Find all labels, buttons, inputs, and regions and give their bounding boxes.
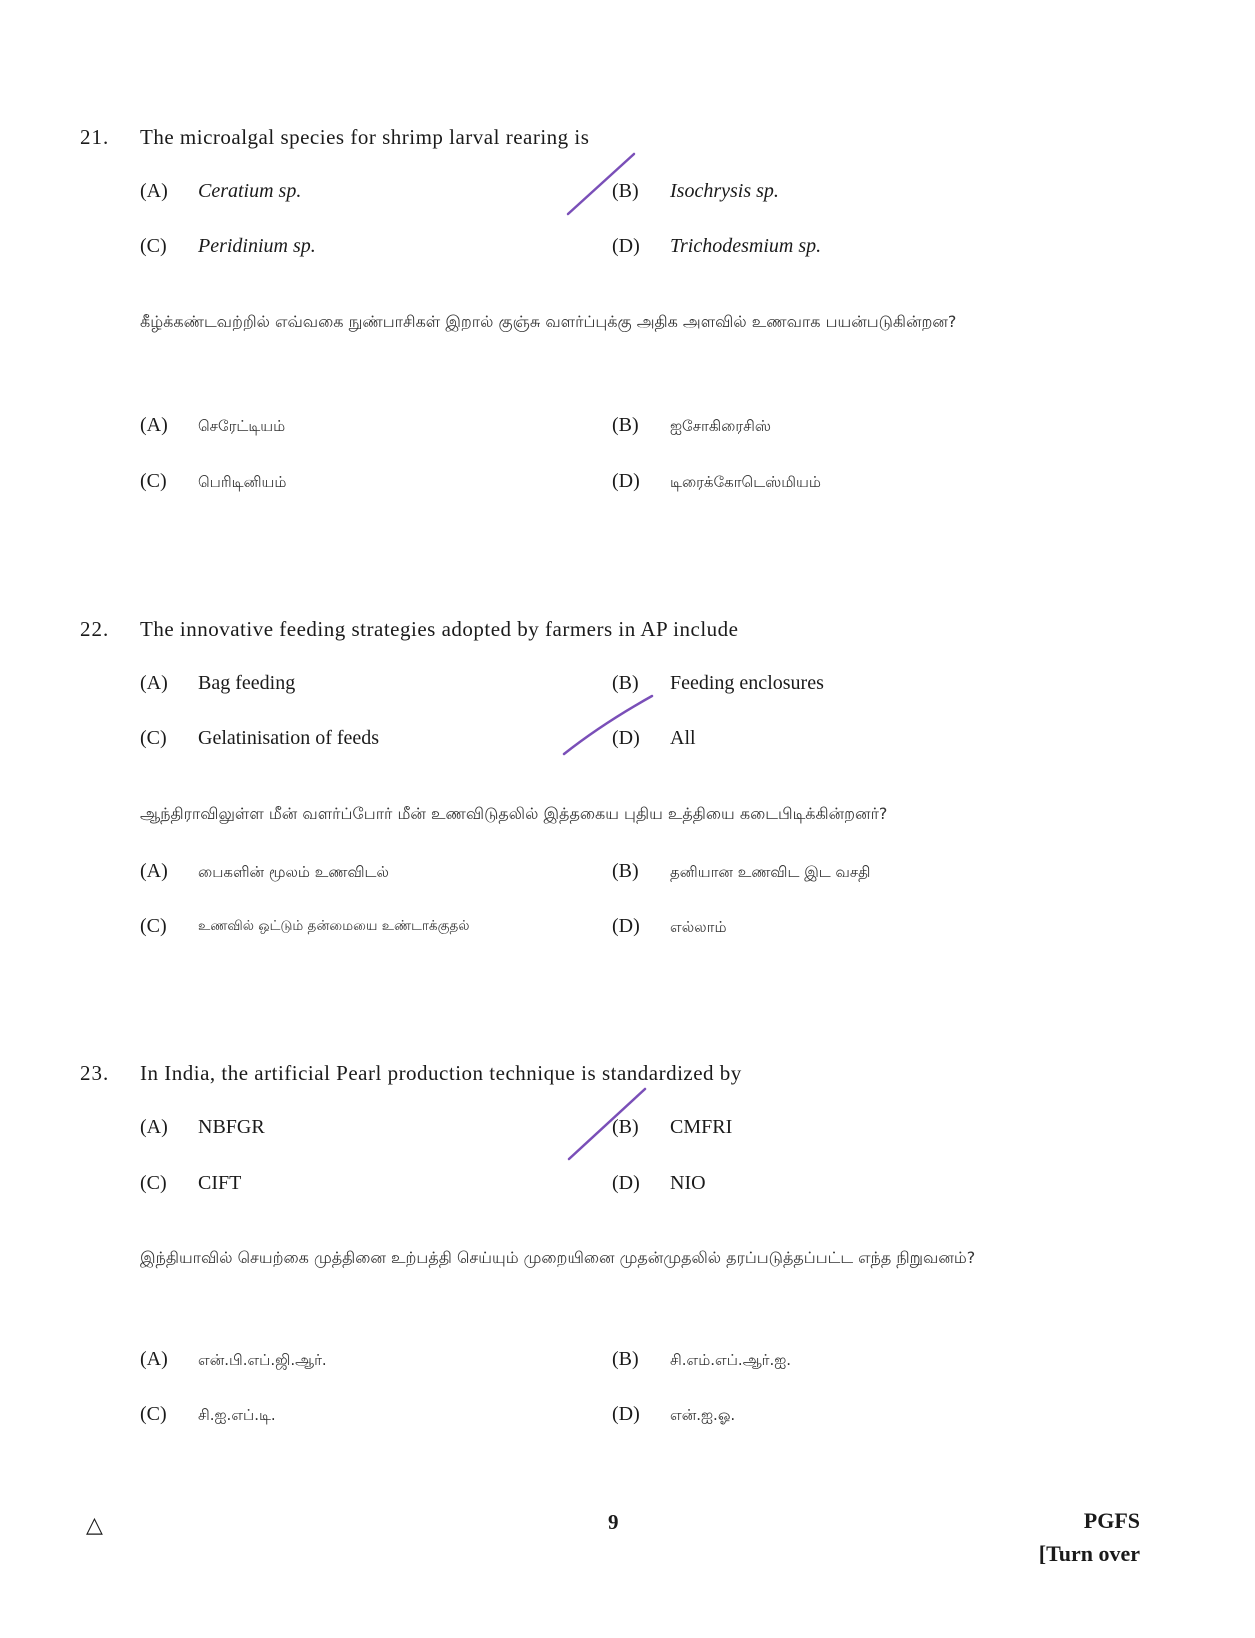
option-text: டிரைக்கோடெஸ்மியம்	[670, 473, 821, 491]
option-label: (D)	[612, 235, 640, 257]
option-text: Trichodesmium sp.	[670, 235, 822, 257]
option-text: பெரிடினியம்	[198, 473, 287, 491]
question-text: In India, the artificial Pearl production technique is standardized by	[140, 1061, 742, 1085]
option-label: (A)	[140, 414, 168, 436]
tamil-question-text: இந்தியாவில் செயற்கை முத்தினை உற்பத்தி செய்யும் முறையினை முதன்முதலில் தரப்படுத்தப்பட்ட எந்த நிறுவனம்?	[140, 1248, 976, 1267]
option-text: Feeding enclosures	[670, 672, 824, 694]
option-label: (C)	[140, 1403, 167, 1425]
option-text: Isochrysis sp.	[670, 180, 779, 202]
option-text: Ceratium sp.	[198, 180, 302, 202]
triangle-icon: △	[86, 1513, 103, 1538]
option-text: Peridinium sp.	[198, 235, 316, 257]
option-label: (D)	[612, 470, 640, 492]
option-text: All	[670, 727, 696, 749]
option-text: தனியான உணவிட இட வசதி	[670, 863, 871, 881]
option-text: எல்லாம்	[670, 918, 727, 936]
option-text: CMFRI	[670, 1116, 733, 1138]
option-label: (C)	[140, 1172, 167, 1194]
option-label: (A)	[140, 1116, 168, 1138]
option-label: (B)	[612, 860, 639, 882]
question-number: 21.	[80, 125, 110, 149]
question-number: 22.	[80, 617, 110, 641]
option-label: (A)	[140, 180, 168, 202]
option-label: (C)	[140, 727, 167, 749]
option-text: CIFT	[198, 1172, 242, 1194]
turn-over-note: [Turn over	[1038, 1541, 1140, 1566]
option-label: (C)	[140, 235, 167, 257]
option-label: (D)	[612, 915, 640, 937]
option-label: (B)	[612, 1348, 639, 1370]
option-text: NIO	[670, 1172, 706, 1194]
option-text: பைகளின் மூலம் உணவிடல்	[198, 863, 389, 881]
option-text: உணவில் ஒட்டும் தன்மையை உண்டாக்குதல்	[198, 918, 470, 934]
option-text: என்.ஐ.ஓ.	[670, 1406, 736, 1424]
option-label: (B)	[612, 1116, 639, 1138]
option-label: (B)	[612, 414, 639, 436]
option-label: (A)	[140, 1348, 168, 1370]
option-label: (B)	[612, 672, 639, 694]
option-label: (A)	[140, 672, 168, 694]
option-text: Bag feeding	[198, 672, 296, 694]
answer-tick-mark	[563, 1085, 653, 1165]
option-text: ஐசோகிரைசிஸ்	[670, 417, 771, 435]
option-label: (B)	[612, 180, 639, 202]
page-number: 9	[608, 1510, 619, 1534]
tamil-question-text: ஆந்திராவிலுள்ள மீன் வளர்ப்போர் மீன் உணவிடுதலில் இத்தகைய புதிய உத்தியை கடைபிடிக்கின்றனர்?	[140, 804, 888, 823]
option-label: (A)	[140, 860, 168, 882]
question-text: The microalgal species for shrimp larval rearing is	[140, 125, 590, 149]
question-number: 23.	[80, 1061, 110, 1085]
option-label: (C)	[140, 915, 167, 937]
option-label: (D)	[612, 1403, 640, 1425]
paper-code: PGFS	[1083, 1508, 1140, 1533]
option-text: செரேட்டியம்	[198, 417, 286, 435]
option-text: NBFGR	[198, 1116, 265, 1138]
answer-tick-mark	[562, 150, 642, 220]
tamil-question-text: கீழ்க்கண்டவற்றில் எவ்வகை நுண்பாசிகள் இறால் குஞ்சு வளர்ப்புக்கு அதிக அளவில் உணவாக பயன்படுகின்றன?	[140, 312, 957, 331]
option-text: சி.எம்.எப்.ஆர்.ஐ.	[670, 1351, 792, 1369]
option-text: Gelatinisation of feeds	[198, 727, 380, 749]
option-label: (C)	[140, 470, 167, 492]
option-label: (D)	[612, 727, 640, 749]
option-text: என்.பி.எப்.ஜி.ஆர்.	[198, 1351, 327, 1369]
option-label: (D)	[612, 1172, 640, 1194]
answer-tick-mark	[558, 690, 658, 760]
option-text: சி.ஐ.எப்.டி.	[198, 1406, 276, 1424]
question-text: The innovative feeding strategies adopted by farmers in AP include	[140, 617, 739, 641]
